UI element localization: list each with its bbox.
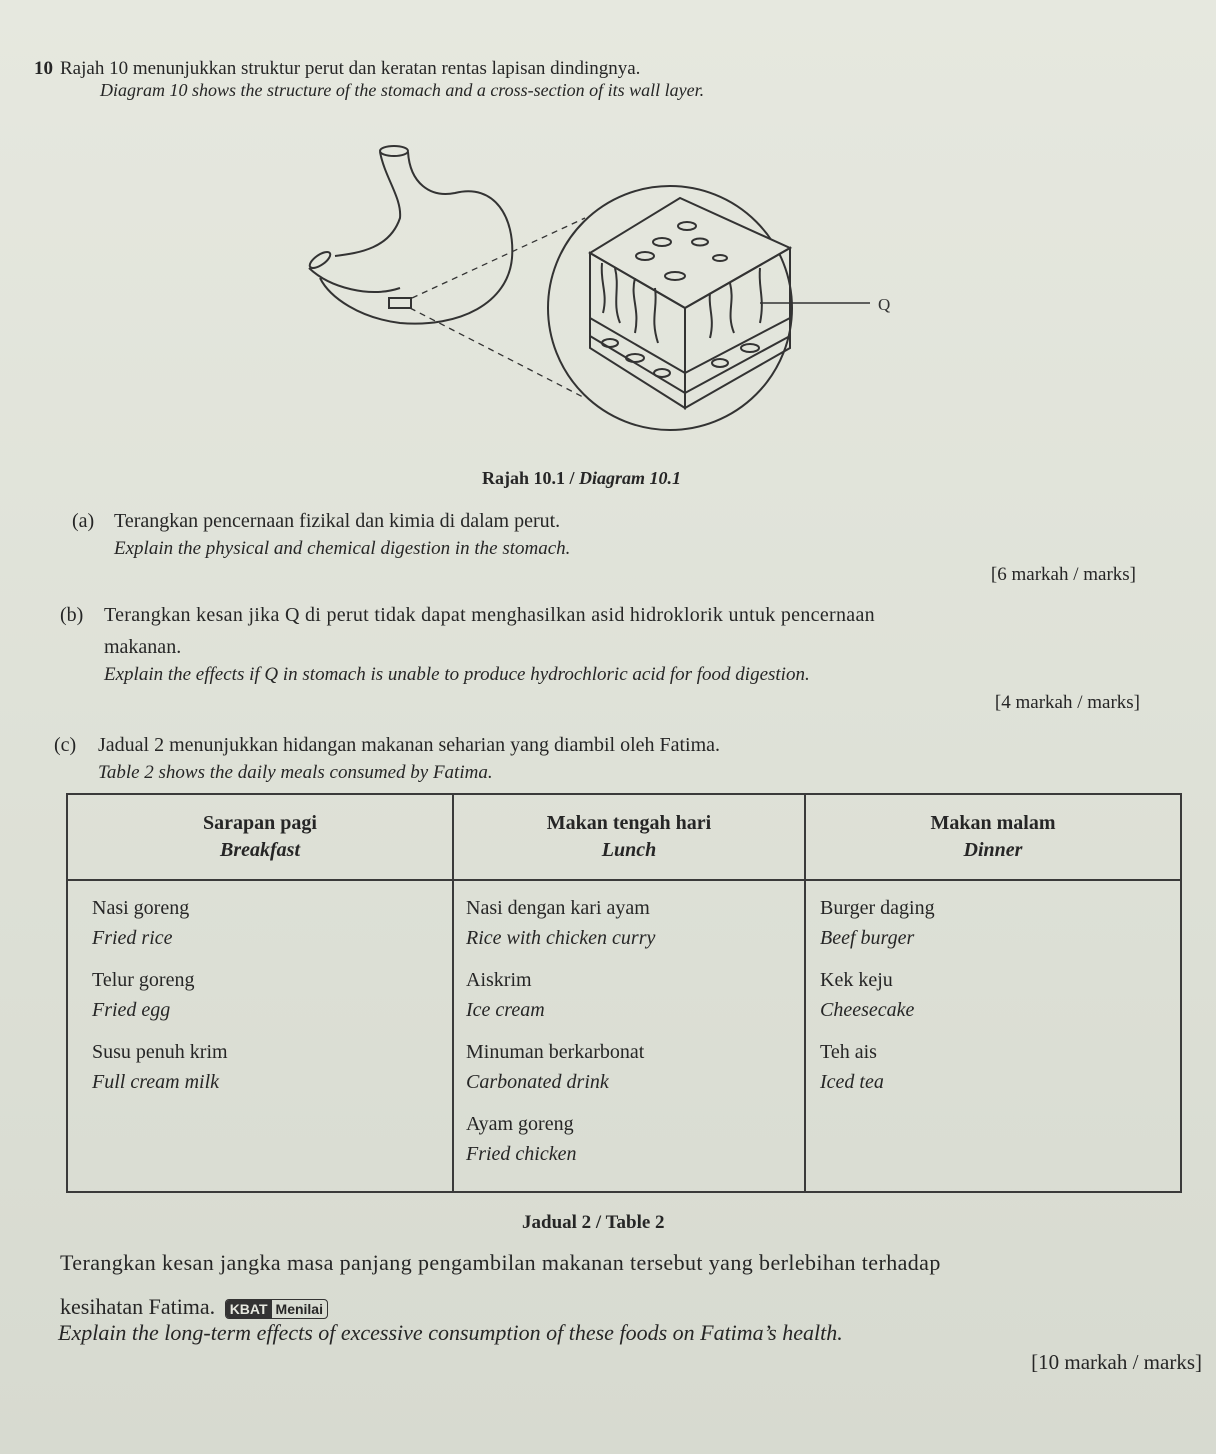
part-c-label: (c) — [54, 734, 77, 756]
task-text-english: Explain the long-term effects of excessive consumption of these foods on Fatima’s health. — [58, 1320, 843, 1345]
part-a-marks: [6 markah / marks] — [990, 564, 1136, 585]
diagram-caption — [482, 468, 681, 489]
question-intro-english: Diagram 10 shows the structure of the stomach and a cross-section of its wall layer. — [100, 80, 705, 100]
table-caption: Jadual 2 / Table 2 — [522, 1212, 665, 1233]
header-dinner — [805, 794, 1181, 880]
kbat-badge: KBAT Menilai — [225, 1299, 328, 1319]
list-item: Burger daging Beef burger — [820, 897, 935, 949]
stomach-diagram — [290, 138, 930, 468]
list-item: Susu penuh krim Full cream milk — [92, 1041, 228, 1093]
part-a-text-malay: Terangkan pencernaan fizikal dan kimia di dalam perut. — [114, 510, 561, 532]
list-item: Minuman berkarbonat Carbonated drink — [466, 1041, 645, 1093]
list-item: Ayam goreng Fried chicken — [466, 1113, 577, 1165]
diagram-caption-malay: Rajah 10.1 / — [482, 468, 580, 488]
header-malay: Makan malam — [930, 812, 1056, 834]
list-item: Teh ais Iced tea — [820, 1041, 884, 1093]
task-text-malay-line1: Terangkan kesan jangka masa panjang pengambilan makanan tersebut yang berlebihan terhadap — [60, 1250, 941, 1275]
part-b-text-english: Explain the effects if Q in stomach is unable to produce hydrochloric acid for food digestion. — [104, 664, 810, 685]
header-malay: Sarapan pagi — [203, 812, 317, 834]
header-malay: Makan tengah hari — [546, 812, 712, 834]
part-c-text-english: Table 2 shows the daily meals consumed by Fatima. — [98, 762, 493, 783]
part-c-text-malay: Jadual 2 menunjukkan hidangan makanan seharian yang diambil oleh Fatima. — [98, 734, 721, 756]
diagram-caption-english: Diagram 10.1 — [579, 468, 682, 488]
breakfast-cell — [67, 880, 453, 1192]
header-english: Lunch — [601, 839, 657, 861]
part-a-label: (a) — [72, 510, 95, 532]
wall-cross-section — [548, 186, 792, 430]
task-text-malay-line2: kesihatan Fatima. KBAT Menilai — [60, 1294, 328, 1320]
q-label: Q — [878, 295, 891, 314]
header-english: Breakfast — [220, 839, 300, 861]
header-lunch — [453, 794, 805, 880]
header-english: Dinner — [963, 839, 1023, 861]
part-b-text-malay-line2: makanan. — [104, 636, 182, 658]
lunch-cell — [453, 880, 805, 1192]
question-intro-malay: Rajah 10 menunjukkan struktur perut dan keratan rentas lapisan dindingnya. — [60, 58, 641, 79]
stomach-illustration — [307, 146, 512, 324]
part-b-text-malay-line1: Terangkan kesan jika Q di perut tidak dapat menghasilkan asid hidroklorik untuk pencernaan — [104, 604, 875, 626]
list-item: Telur goreng Fried egg — [92, 969, 195, 1021]
dinner-cell — [805, 880, 1181, 1192]
table-header-row — [67, 794, 1181, 880]
part-b-label: (b) — [60, 604, 84, 626]
part-a-text-english: Explain the physical and chemical digestion in the stomach. — [114, 538, 571, 559]
part-c-marks: [10 markah / marks] — [1031, 1350, 1202, 1374]
list-item: Nasi goreng Fried rice — [92, 897, 190, 949]
list-item: Nasi dengan kari ayam Rice with chicken curry — [466, 897, 656, 949]
table-row — [67, 880, 1181, 1192]
list-item: Aiskrim Ice cream — [466, 969, 545, 1021]
meals-table — [66, 793, 1182, 1193]
header-breakfast — [67, 794, 453, 880]
question-number: 10 — [34, 58, 53, 79]
list-item: Kek keju Cheesecake — [820, 969, 915, 1021]
part-b-marks: [4 markah / marks] — [994, 692, 1140, 713]
